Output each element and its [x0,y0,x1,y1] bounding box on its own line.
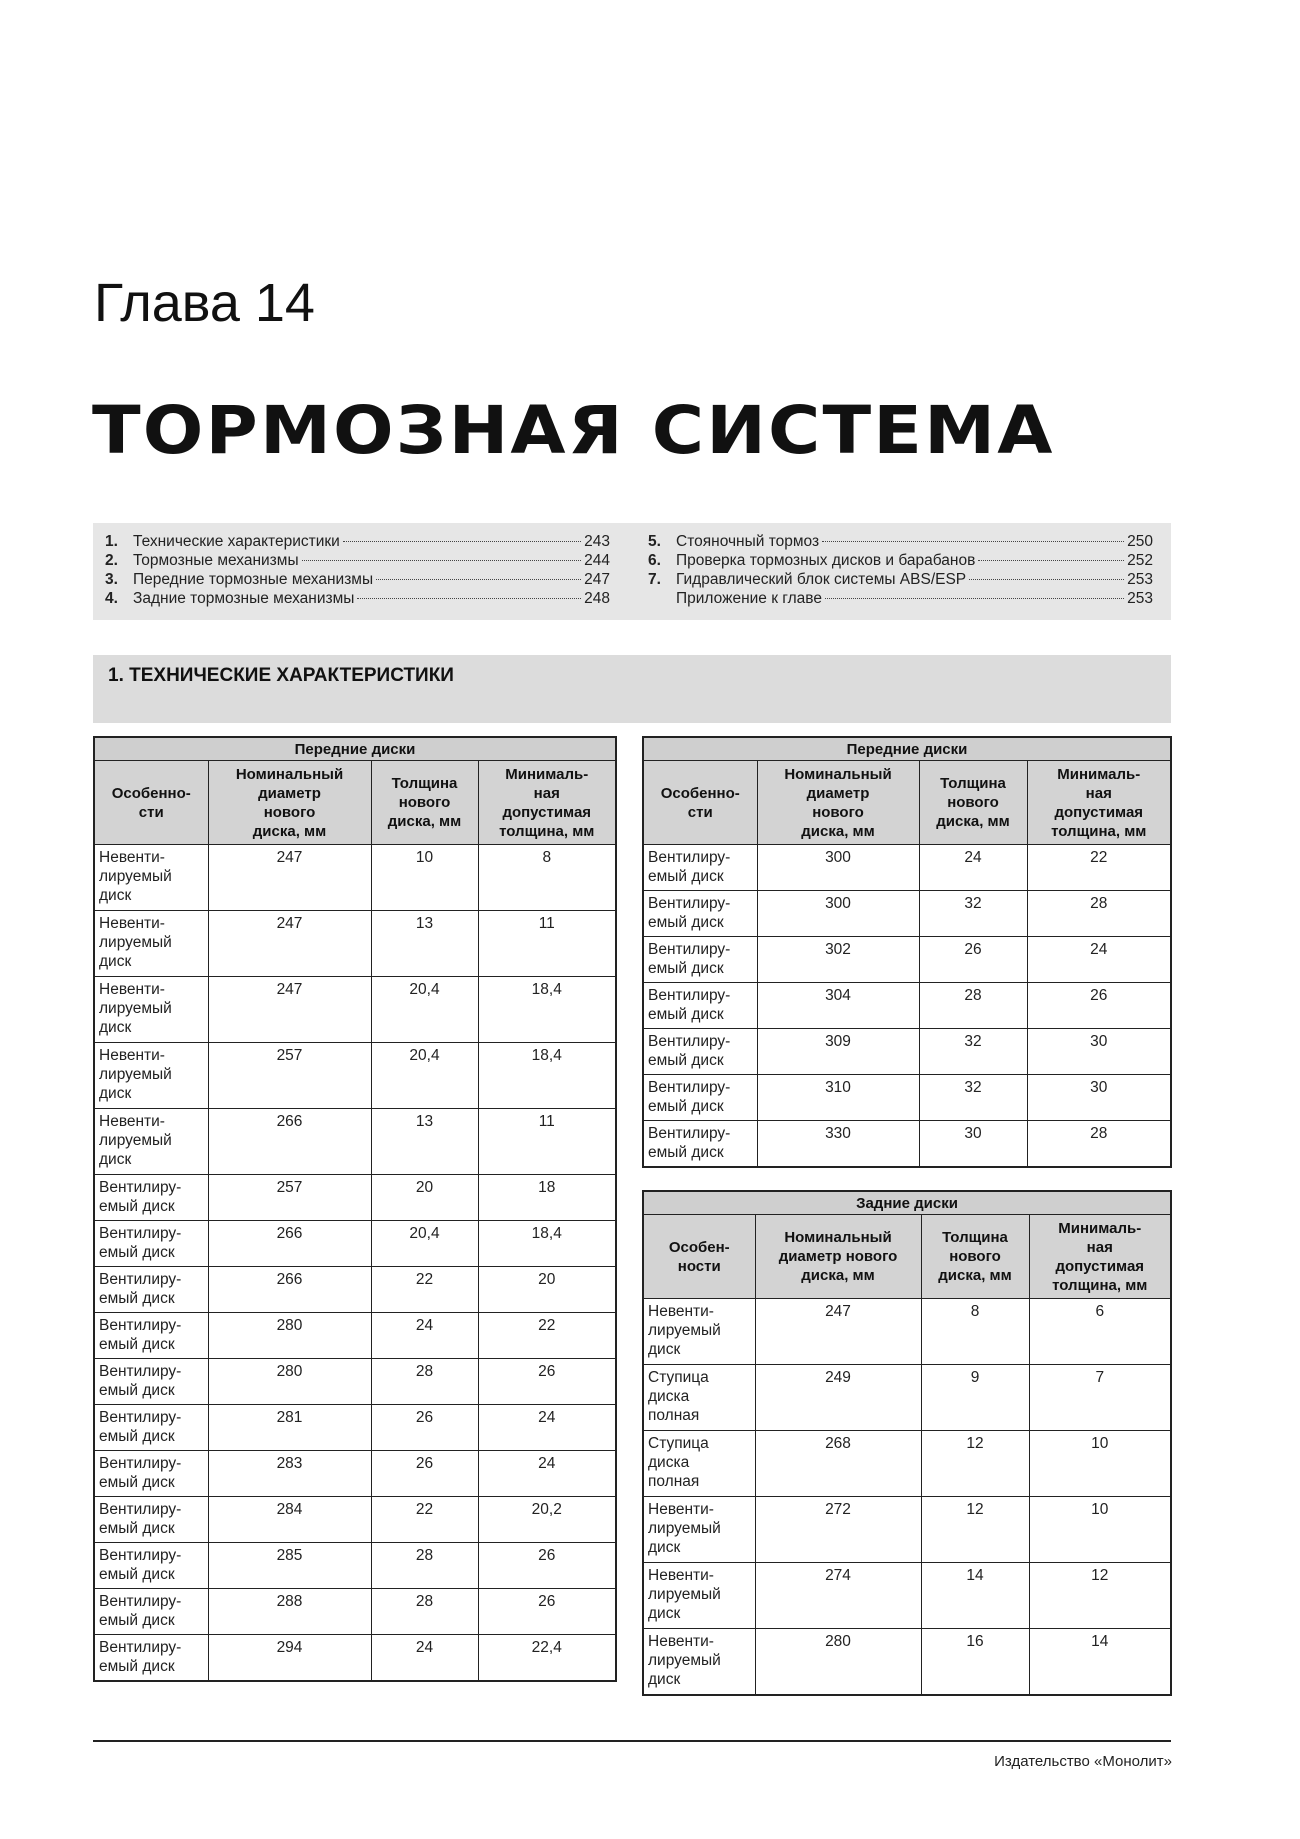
toc-item-label: Стояночный тормоз [676,533,820,550]
value-cell: 18,4 [478,1043,616,1109]
toc-item[interactable] [648,590,1153,609]
value-cell: 302 [757,937,919,983]
value-cell: 22,4 [478,1635,616,1681]
column-header: Особенно- сти [643,761,757,845]
value-cell: 247 [208,845,371,911]
value-cell: 266 [208,1221,371,1267]
toc-leader-dots [969,579,1124,580]
value-cell: 300 [757,891,919,937]
table-row [94,911,616,977]
column-header: Особен- ности [643,1215,755,1299]
toc-item[interactable] [105,552,610,571]
value-cell: 12 [921,1431,1029,1497]
value-cell: 288 [208,1589,371,1635]
value-cell: 26 [919,937,1027,983]
feature-cell: Вентилиру- емый диск [94,1635,208,1681]
value-cell: 28 [371,1359,478,1405]
toc-item[interactable] [105,590,610,609]
value-cell: 22 [478,1313,616,1359]
feature-cell: Вентилиру- емый диск [643,1075,757,1121]
toc-leader-dots [376,579,581,580]
column-header: Номинальный диаметр нового диска, мм [757,761,919,845]
value-cell: 309 [757,1029,919,1075]
value-cell: 10 [1029,1497,1171,1563]
feature-cell: Невенти- лируемый диск [643,1299,755,1365]
value-cell: 12 [921,1497,1029,1563]
toc-item[interactable] [105,533,610,552]
value-cell: 20 [478,1267,616,1313]
toc-item-label: Проверка тормозных дисков и барабанов [676,552,976,569]
table-row [643,983,1171,1029]
feature-cell: Вентилиру- емый диск [94,1267,208,1313]
value-cell: 24 [371,1313,478,1359]
feature-cell: Ступица диска полная [643,1365,755,1431]
feature-cell: Вентилиру- емый диск [94,1405,208,1451]
column-header: Толщина нового диска, мм [919,761,1027,845]
value-cell: 32 [919,1075,1027,1121]
table-row [94,1405,616,1451]
value-cell: 12 [1029,1563,1171,1629]
toc-item[interactable] [105,571,610,590]
toc-column-right [648,533,1153,609]
value-cell: 24 [919,845,1027,891]
column-header: Номинальный диаметр нового диска, мм [755,1215,921,1299]
value-cell: 9 [921,1365,1029,1431]
toc-item-number: 4. [105,590,118,607]
feature-cell: Вентилиру- емый диск [643,891,757,937]
toc-item[interactable] [648,571,1153,590]
feature-cell: Вентилиру- емый диск [94,1543,208,1589]
value-cell: 268 [755,1431,921,1497]
feature-cell: Невенти- лируемый диск [94,1043,208,1109]
table-row [643,937,1171,983]
value-cell: 16 [921,1629,1029,1695]
table-row [94,1497,616,1543]
value-cell: 32 [919,1029,1027,1075]
value-cell: 26 [1027,983,1171,1029]
value-cell: 10 [1029,1431,1171,1497]
value-cell: 272 [755,1497,921,1563]
value-cell: 249 [755,1365,921,1431]
feature-cell: Вентилиру- емый диск [94,1451,208,1497]
value-cell: 8 [921,1299,1029,1365]
toc-item-label: Тормозные механизмы [133,552,299,569]
publisher-footer: Издательство «Монолит» [994,1753,1172,1770]
table-row [94,1109,616,1175]
table-row [643,1075,1171,1121]
value-cell: 26 [371,1451,478,1497]
value-cell: 28 [1027,891,1171,937]
value-cell: 266 [208,1109,371,1175]
value-cell: 285 [208,1543,371,1589]
value-cell: 257 [208,1043,371,1109]
feature-cell: Вентилиру- емый диск [643,845,757,891]
column-header: Минималь- ная допустимая толщина, мм [1027,761,1171,845]
table-row [94,1267,616,1313]
table-row [94,1451,616,1497]
value-cell: 10 [371,845,478,911]
table-row [643,1029,1171,1075]
toc-item-page: 247 [584,571,610,588]
toc-item-page: 252 [1127,552,1153,569]
table-row [94,1221,616,1267]
table-row [94,1359,616,1405]
value-cell: 20,4 [371,1043,478,1109]
column-header: Минималь- ная допустимая толщина, мм [478,761,616,845]
table-row [94,1175,616,1221]
value-cell: 26 [478,1359,616,1405]
feature-cell: Невенти- лируемый диск [94,911,208,977]
value-cell: 257 [208,1175,371,1221]
feature-cell: Ступица диска полная [643,1431,755,1497]
toc-item[interactable] [648,533,1153,552]
value-cell: 14 [921,1563,1029,1629]
column-header: Толщина нового диска, мм [921,1215,1029,1299]
table-row [94,845,616,911]
table-row [94,1543,616,1589]
toc-item-page: 244 [584,552,610,569]
value-cell: 274 [755,1563,921,1629]
value-cell: 300 [757,845,919,891]
table-row [94,1043,616,1109]
value-cell: 18,4 [478,977,616,1043]
table-row [643,1563,1171,1629]
toc-item-number: 5. [648,533,661,550]
value-cell: 30 [1027,1029,1171,1075]
table-row [94,977,616,1043]
toc-leader-dots [357,598,581,599]
feature-cell: Вентилиру- емый диск [643,1121,757,1167]
feature-cell: Невенти- лируемый диск [643,1497,755,1563]
value-cell: 28 [371,1589,478,1635]
table-caption: Задние диски [643,1191,1171,1215]
value-cell: 26 [478,1589,616,1635]
value-cell: 22 [371,1497,478,1543]
value-cell: 14 [1029,1629,1171,1695]
value-cell: 26 [478,1543,616,1589]
value-cell: 11 [478,1109,616,1175]
value-cell: 22 [1027,845,1171,891]
table-row [643,1497,1171,1563]
feature-cell: Вентилиру- емый диск [643,983,757,1029]
value-cell: 13 [371,911,478,977]
value-cell: 24 [478,1451,616,1497]
column-header: Толщина нового диска, мм [371,761,478,845]
value-cell: 247 [208,977,371,1043]
page-title: ТОРМОЗНАЯ СИСТЕМА [92,392,1055,469]
value-cell: 294 [208,1635,371,1681]
toc-item-number: 1. [105,533,118,550]
column-header: Минималь- ная допустимая толщина, мм [1029,1215,1171,1299]
feature-cell: Вентилиру- емый диск [94,1175,208,1221]
value-cell: 30 [1027,1075,1171,1121]
value-cell: 283 [208,1451,371,1497]
table-row [94,1635,616,1681]
table-row [643,1365,1171,1431]
section-heading: 1. ТЕХНИЧЕСКИЕ ХАРАКТЕРИСТИКИ [108,665,454,686]
table-row [643,1299,1171,1365]
table-caption: Передние диски [94,737,616,761]
toc-item[interactable] [648,552,1153,571]
toc-item-number: 2. [105,552,118,569]
feature-cell: Вентилиру- емый диск [94,1589,208,1635]
value-cell: 284 [208,1497,371,1543]
toc-column-left [105,533,610,609]
value-cell: 6 [1029,1299,1171,1365]
toc-item-page: 253 [1127,571,1153,588]
table-row [643,1431,1171,1497]
toc-item-label: Передние тормозные механизмы [133,571,374,588]
toc-leader-dots [343,541,581,542]
toc-leader-dots [978,560,1124,561]
table-row [643,1629,1171,1695]
table-row [643,1121,1171,1167]
value-cell: 7 [1029,1365,1171,1431]
footer-divider [93,1740,1171,1742]
table-of-contents [93,523,1171,620]
toc-item-label: Задние тормозные механизмы [133,590,355,607]
value-cell: 20,4 [371,977,478,1043]
toc-leader-dots [825,598,1124,599]
value-cell: 18,4 [478,1221,616,1267]
table-caption: Передние диски [643,737,1171,761]
column-header: Особенно- сти [94,761,208,845]
toc-leader-dots [302,560,582,561]
value-cell: 30 [919,1121,1027,1167]
toc-item-page: 250 [1127,533,1153,550]
table-row [94,1313,616,1359]
value-cell: 310 [757,1075,919,1121]
value-cell: 304 [757,983,919,1029]
value-cell: 18 [478,1175,616,1221]
feature-cell: Вентилиру- емый диск [94,1221,208,1267]
value-cell: 266 [208,1267,371,1313]
value-cell: 28 [371,1543,478,1589]
table-row [94,1589,616,1635]
front-discs-table-left [93,736,617,1682]
value-cell: 11 [478,911,616,977]
value-cell: 247 [755,1299,921,1365]
value-cell: 26 [371,1405,478,1451]
toc-item-number: 6. [648,552,661,569]
section-heading-bar [93,655,1171,723]
value-cell: 28 [919,983,1027,1029]
toc-item-label: Гидравлический блок системы ABS/ESP [676,571,967,588]
value-cell: 24 [478,1405,616,1451]
chapter-label: Глава 14 [94,273,315,333]
value-cell: 28 [1027,1121,1171,1167]
toc-item-label: Приложение к главе [676,590,822,607]
toc-item-number: 7. [648,571,661,588]
value-cell: 280 [755,1629,921,1695]
front-discs-table-right [642,736,1172,1168]
value-cell: 8 [478,845,616,911]
feature-cell: Вентилиру- емый диск [94,1359,208,1405]
toc-item-number: 3. [105,571,118,588]
table-row [643,845,1171,891]
value-cell: 22 [371,1267,478,1313]
toc-item-page: 253 [1127,590,1153,607]
value-cell: 280 [208,1359,371,1405]
toc-leader-dots [822,541,1124,542]
feature-cell: Вентилиру- емый диск [643,1029,757,1075]
feature-cell: Вентилиру- емый диск [94,1313,208,1359]
toc-item-label: Технические характеристики [133,533,340,550]
toc-item-page: 243 [584,533,610,550]
column-header: Номинальный диаметр нового диска, мм [208,761,371,845]
value-cell: 24 [371,1635,478,1681]
value-cell: 20,2 [478,1497,616,1543]
value-cell: 24 [1027,937,1171,983]
value-cell: 280 [208,1313,371,1359]
value-cell: 32 [919,891,1027,937]
toc-item-page: 248 [584,590,610,607]
feature-cell: Невенти- лируемый диск [94,977,208,1043]
feature-cell: Невенти- лируемый диск [643,1563,755,1629]
feature-cell: Вентилиру- емый диск [94,1497,208,1543]
value-cell: 330 [757,1121,919,1167]
feature-cell: Невенти- лируемый диск [643,1629,755,1695]
value-cell: 247 [208,911,371,977]
feature-cell: Невенти- лируемый диск [94,1109,208,1175]
value-cell: 20,4 [371,1221,478,1267]
feature-cell: Невенти- лируемый диск [94,845,208,911]
feature-cell: Вентилиру- емый диск [643,937,757,983]
value-cell: 20 [371,1175,478,1221]
table-row [643,891,1171,937]
rear-discs-table [642,1190,1172,1696]
value-cell: 281 [208,1405,371,1451]
value-cell: 13 [371,1109,478,1175]
